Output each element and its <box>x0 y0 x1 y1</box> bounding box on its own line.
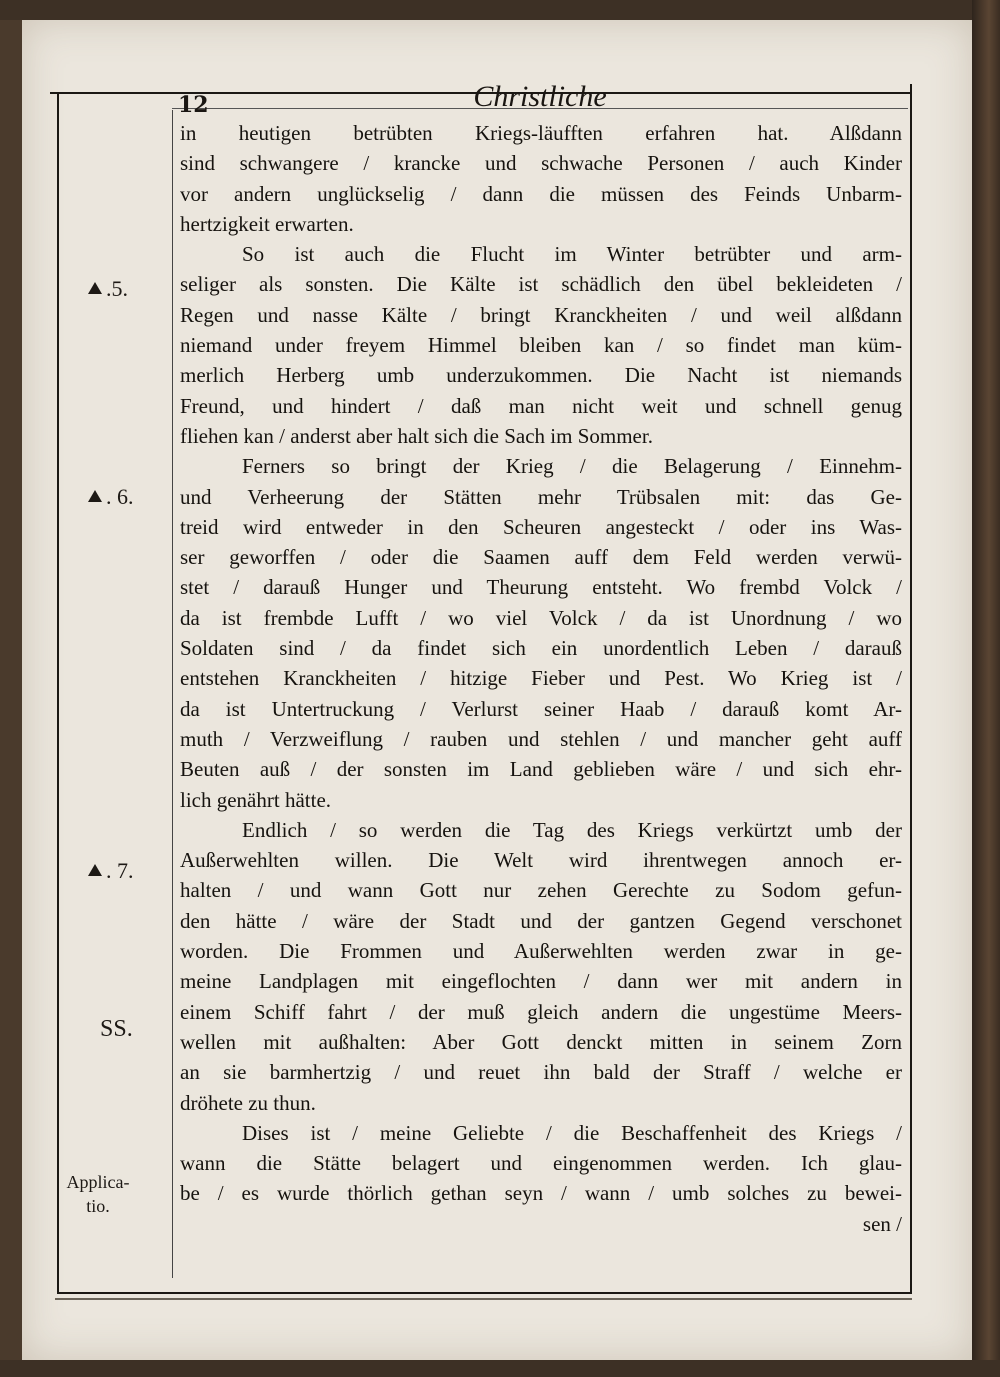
margin-note-a6: . 6. <box>88 484 134 510</box>
text-line: meine Landplagen mit eingeflochten / dann wer mit andern in <box>180 969 902 994</box>
text-line: hertzigkeit erwarten. <box>180 211 354 236</box>
text-line: Soldaten sind / da findet sich ein unordentlich Leben / darauß <box>180 636 902 661</box>
right-rule <box>910 84 912 1294</box>
text-line: und Verheerung der Stätten mehr Trübsalen mit: das Ge- <box>180 484 902 509</box>
margin-note-a7: . 7. <box>88 858 134 884</box>
page-number: 12 <box>178 92 209 118</box>
triangle-icon <box>88 282 102 294</box>
text-line: lich genährt hätte. <box>180 787 332 812</box>
text-line: Endlich / so werden die Tag des Kriegs verkürtzt umb der <box>242 817 902 842</box>
text-line: vor andern unglückselig / dann die müssen des Feinds Unbarm- <box>180 181 902 206</box>
bottom-shadow <box>0 1360 1000 1377</box>
text-line: wellen mit außhalten: Aber Gott denckt mitten in seinem Zorn <box>180 1029 902 1054</box>
text-line: halten / und wann Gott nur zehen Gerechte zu Sodom gefun- <box>180 878 902 903</box>
text-line: seliger als sonsten. Die Kälte ist schädlich den übel bekleideten / <box>180 272 902 297</box>
text-line: stet / darauß Hunger und Theurung entsteht. Wo frembd Volck / <box>180 575 902 600</box>
margin-note-application: Applica- tio. <box>66 1172 130 1216</box>
text-line: muth / Verzweiflung / rauben und stehlen / und mancher geht auff <box>180 726 902 751</box>
text-line: worden. Die Frommen und Außerwehlten werden zwar in ge- <box>180 939 902 964</box>
text-line: Dises ist / meine Geliebte / die Beschaffenheit des Kriegs / <box>242 1120 902 1145</box>
text-line: da ist Untertruckung / Verlurst seiner Haab / darauß komt Ar- <box>180 696 902 721</box>
triangle-icon <box>88 864 102 876</box>
margin-divider <box>172 110 173 1278</box>
text-line: merlich Herberg umb underzukommen. Die Nacht ist niemands <box>180 363 902 388</box>
text-line: Außerwehlten willen. Die Welt wird ihrentwegen annoch er- <box>180 848 902 873</box>
left-rule <box>57 92 59 1294</box>
text-line: So ist auch die Flucht im Winter betrübter und arm- <box>242 242 902 267</box>
footer-rule <box>55 1298 912 1300</box>
body-text <box>180 118 902 1239</box>
bottom-rule <box>57 1292 912 1294</box>
text-line: fliehen kan / anderst aber halt sich die Sach im Sommer. <box>180 423 653 448</box>
text-line: Ferners so bringt der Krieg / die Belagerung / Einnehm- <box>242 454 902 479</box>
text-line: treid wird entweder in den Scheuren angesteckt / oder ins Was- <box>180 514 902 539</box>
margin-note-a5: .5. <box>88 276 128 302</box>
text-line: in heutigen betrübten Kriegs-läufften erfahren hat. Alßdann <box>180 121 902 145</box>
book-spine <box>972 0 1000 1377</box>
text-line: Beuten auß / der sonsten im Land geblieben wäre / und sich ehr- <box>180 757 902 782</box>
margin-note-ss: SS. <box>100 1016 133 1042</box>
text-line: den hätte / wäre der Stadt und der gantzen Gegend verschonet <box>180 908 902 933</box>
text-line: be / es wurde thörlich gethan seyn / wann / umb solches zu bewei- <box>180 1181 902 1206</box>
text-line: entstehen Kranckheiten / hitzige Fieber und Pest. Wo Krieg ist / <box>180 666 902 691</box>
text-line: sind schwangere / krancke und schwache Personen / auch Kinder <box>180 151 902 176</box>
triangle-icon <box>88 490 102 502</box>
text-line: da ist frembde Lufft / wo viel Volck / da ist Unordnung / wo <box>180 605 902 630</box>
text-line: an sie barmhertzig / und reuet ihn bald der Straff / welche er <box>180 1060 902 1085</box>
text-line: dröhete zu thun. <box>180 1090 316 1115</box>
text-line: wann die Stätte belagert und eingenommen werden. Ich glau- <box>180 1151 902 1176</box>
catchword: sen / <box>862 1211 902 1236</box>
text-line: Freund, und hindert / daß man nicht weit und schnell genug <box>180 393 902 418</box>
text-line: Regen und nasse Kälte / bringt Kranckheiten / und weil alßdann <box>180 302 902 327</box>
top-shadow <box>0 0 1000 20</box>
text-line: niemand under freyem Himmel bleiben kan / so findet man küm- <box>180 333 902 358</box>
running-head: Christliche <box>473 80 607 113</box>
text-line: ser geworffen / oder die Saamen auff dem Feld werden verwü- <box>180 545 902 570</box>
text-line: einem Schiff fahrt / der muß gleich andern die ungestüme Meers- <box>180 999 902 1024</box>
